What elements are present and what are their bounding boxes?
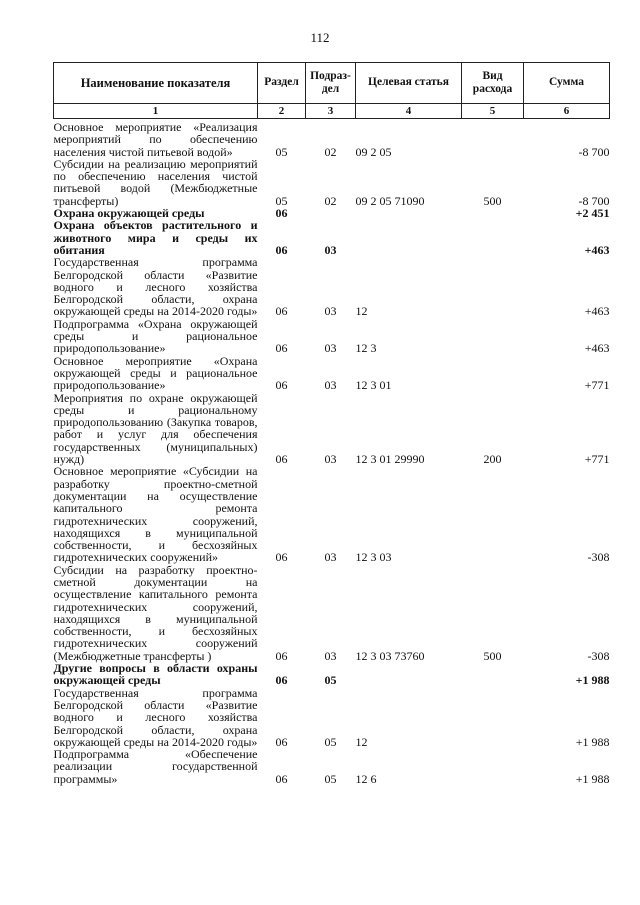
column-number-row bbox=[54, 104, 610, 119]
row-expense-type bbox=[462, 355, 524, 392]
row-amount: -8 700 bbox=[578, 144, 610, 159]
row-section: 05 bbox=[275, 193, 288, 208]
row-expense-type bbox=[462, 219, 524, 256]
table-row bbox=[54, 119, 610, 158]
row-subsection bbox=[306, 207, 356, 219]
header-name: Наименование показателя bbox=[54, 63, 258, 104]
row-article: 12 3 01 29990 bbox=[355, 452, 425, 467]
row-name: Подпрограмма «Охрана окружающей среды и рациональное природопользование» bbox=[53, 316, 258, 356]
header-row bbox=[54, 63, 610, 104]
row-expense-type: 200 bbox=[483, 452, 502, 467]
row-section: 06 bbox=[275, 378, 288, 393]
page-number: 112 bbox=[310, 30, 330, 45]
table-row bbox=[54, 465, 610, 563]
row-amount: +1 988 bbox=[575, 771, 610, 786]
header-amount: Сумма bbox=[524, 63, 610, 104]
header-section: Раздел bbox=[258, 63, 306, 104]
row-amount: +771 bbox=[584, 378, 610, 393]
row-name: Государственная программа Белгородской области «Развитие водного и лесного хозяйства Белгородской области, охрана окружающей среды на 2014-2020 годы» bbox=[53, 255, 258, 319]
row-name: Государственная программа Белгородской области «Развитие водного и лесного хозяйства Белгородской области, охрана окружающей среды на 2014-2020 годы» bbox=[53, 685, 258, 749]
row-subsection: 03 bbox=[324, 378, 337, 393]
table-row bbox=[54, 687, 610, 748]
row-expense-type bbox=[462, 119, 524, 158]
column-number: 4 bbox=[356, 104, 462, 119]
row-name: Мероприятия по охране окружающей среды и рациональному природопользованию (Закупка товаров, работ и услуг для обеспечения государственных (муниципальных) нужд) bbox=[53, 390, 258, 467]
row-article: 12 3 bbox=[355, 341, 377, 356]
column-number: 5 bbox=[462, 104, 524, 119]
row-section: 05 bbox=[275, 144, 288, 159]
row-article: 12 bbox=[355, 304, 368, 319]
header-expense-type: Вид расхода bbox=[462, 63, 524, 104]
row-expense-type bbox=[462, 465, 524, 563]
row-subsection: 05 bbox=[324, 734, 337, 749]
row-expense-type bbox=[462, 662, 524, 687]
row-subsection: 02 bbox=[324, 144, 337, 159]
row-article: 12 3 03 bbox=[355, 550, 392, 565]
row-name: Субсидии на реализацию мероприятий по обеспечению населения чистой питьевой водой (Межбюджетные трансферты) bbox=[53, 156, 258, 208]
row-name: Охрана объектов растительного и животного мира и среды их обитания bbox=[53, 218, 258, 257]
row-section: 06 bbox=[275, 452, 288, 467]
row-article: 12 6 bbox=[355, 771, 377, 786]
row-amount: +463 bbox=[584, 304, 610, 319]
row-expense-type bbox=[462, 207, 524, 219]
row-expense-type bbox=[462, 687, 524, 748]
row-name: Другие вопросы в области охраны окружающей среды bbox=[53, 661, 258, 688]
table-row bbox=[54, 662, 610, 687]
row-subsection: 03 bbox=[324, 304, 337, 319]
row-name: Основное мероприятие «Реализация мероприятий по обеспечению населения чистой питьевой водой» bbox=[53, 120, 258, 159]
row-subsection: 03 bbox=[324, 242, 337, 257]
row-article bbox=[356, 219, 462, 256]
row-section: 06 bbox=[275, 341, 288, 356]
row-subsection: 02 bbox=[324, 193, 337, 208]
row-amount: +2 451 bbox=[575, 206, 610, 221]
row-name: Основное мероприятие «Охрана окружающей среды и рациональное природопользование» bbox=[53, 353, 258, 393]
row-article: 12 3 03 73760 bbox=[355, 648, 425, 663]
row-section: 06 bbox=[275, 734, 288, 749]
column-number: 2 bbox=[258, 104, 306, 119]
row-expense-type: 500 bbox=[483, 193, 502, 208]
column-number: 3 bbox=[306, 104, 356, 119]
table-row bbox=[54, 392, 610, 466]
row-amount: -308 bbox=[587, 648, 610, 663]
row-article bbox=[356, 662, 462, 687]
table-row bbox=[54, 748, 610, 785]
row-amount: -8 700 bbox=[578, 193, 610, 208]
row-section: 06 bbox=[275, 648, 288, 663]
row-name: Субсидии на разработку проектно-сметной документации на осуществление капитального ремонта гидротехнических сооружений, находящихся в муниципальной собственности, и бесхозяйных гидротехнических сооружений (Межбюджетные трансферты ) bbox=[53, 562, 258, 663]
row-expense-type: 500 bbox=[483, 648, 502, 663]
row-section: 06 bbox=[275, 673, 288, 688]
row-name: Основное мероприятие «Субсидии на разработку проектно-сметной документации на осуществление капитального ремонта гидротехнических сооружений, находящихся в муниципальной собственности, и бесхозяйных гидротехнических сооружений» bbox=[53, 464, 258, 565]
row-article: 09 2 05 71090 bbox=[355, 193, 425, 208]
row-name: Охрана окружающей среды bbox=[53, 206, 205, 221]
row-subsection: 03 bbox=[324, 452, 337, 467]
row-subsection: 05 bbox=[324, 771, 337, 786]
row-amount: +463 bbox=[584, 341, 610, 356]
row-section: 06 bbox=[275, 550, 288, 565]
table-row bbox=[54, 318, 610, 355]
row-amount: +1 988 bbox=[575, 734, 610, 749]
row-amount: +771 bbox=[584, 452, 610, 467]
table-body bbox=[54, 119, 610, 786]
row-amount: -308 bbox=[587, 550, 610, 565]
header-subsection: Подраз-дел bbox=[306, 63, 356, 104]
row-section: 06 bbox=[275, 304, 288, 319]
row-article: 12 bbox=[355, 734, 368, 749]
row-expense-type bbox=[462, 318, 524, 355]
row-section: 06 bbox=[275, 206, 288, 221]
row-article: 12 3 01 bbox=[355, 378, 392, 393]
row-expense-type bbox=[462, 256, 524, 317]
row-subsection: 05 bbox=[324, 673, 337, 688]
row-subsection: 03 bbox=[324, 648, 337, 663]
table-row bbox=[54, 564, 610, 662]
row-amount: +1 988 bbox=[575, 673, 610, 688]
budget-table bbox=[53, 62, 610, 785]
row-article: 09 2 05 bbox=[355, 144, 392, 159]
table-row bbox=[54, 219, 610, 256]
column-number: 1 bbox=[54, 104, 258, 119]
row-expense-type bbox=[462, 748, 524, 785]
row-subsection: 03 bbox=[324, 550, 337, 565]
table-row bbox=[54, 355, 610, 392]
table-row bbox=[54, 158, 610, 207]
row-article bbox=[356, 207, 462, 219]
row-amount: +463 bbox=[584, 242, 610, 257]
row-section: 06 bbox=[275, 771, 288, 786]
row-section: 06 bbox=[275, 242, 288, 257]
header-article: Целевая статья bbox=[356, 63, 462, 104]
table-row bbox=[54, 256, 610, 317]
column-number: 6 bbox=[524, 104, 610, 119]
row-name: Подпрограмма «Обеспечение реализации государственной программы» bbox=[53, 747, 258, 786]
row-subsection: 03 bbox=[324, 341, 337, 356]
